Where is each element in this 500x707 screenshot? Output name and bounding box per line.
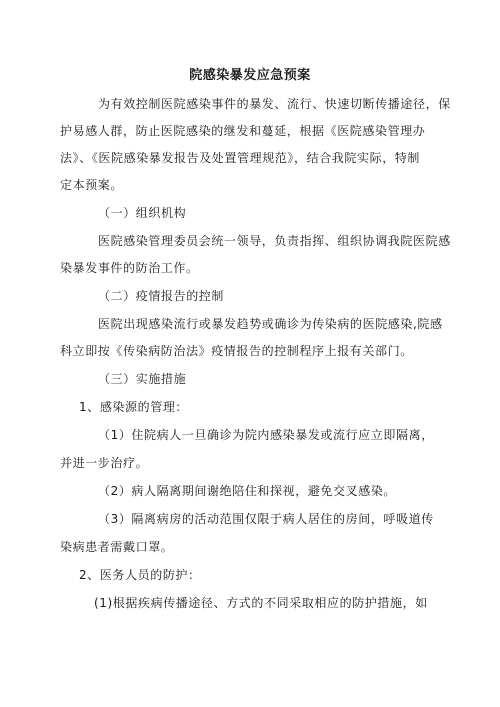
section-heading: （一）组织机构 xyxy=(98,206,187,220)
paragraph-line: 护易感人群，防止医院感染的继发和蔓延，根据《医院感染管理办 xyxy=(60,124,426,138)
paragraph-line: （1）住院病人一旦确诊为院内感染暴发或流行应立即隔离， xyxy=(98,428,434,442)
section-heading: （二）疫情报告的控制 xyxy=(98,289,225,303)
subsection-heading: 1、感染源的管理： xyxy=(79,400,189,414)
paragraph-line: (1)根据疾病传播途径、方式的不同采取相应的防护措施，如 xyxy=(94,596,428,610)
paragraph-line: 科立即按《传染病防治法》疫情报告的控制程序上报有关部门。 xyxy=(60,344,413,358)
paragraph-line: （3）隔离病房的活动范围仅限于病人居住的房间，呼吸道传 xyxy=(98,512,434,526)
paragraph-line: 并进一步治疗。 xyxy=(60,456,149,470)
section-heading: （三）实施措施 xyxy=(98,372,187,386)
paragraph-line: 定本预案。 xyxy=(60,178,124,192)
subsection-heading: 2、医务人员的防护： xyxy=(79,568,201,582)
paragraph-line: 为有效控制医院感染事件的暴发、流行、快速切断传播途径，保 xyxy=(98,97,451,111)
paragraph-line: 法》、《医院感染暴发报告及处置管理规范》，结合我院实际，特制 xyxy=(60,151,421,165)
paragraph-line: 医院感染管理委员会统一领导，负责指挥、组织协调我院医院感 xyxy=(98,234,451,248)
paragraph-line: 染病患者需戴口罩。 xyxy=(60,540,174,554)
paragraph-line: 医院出现感染流行或暴发趋势或确诊为传染病的医院感染,院感 xyxy=(98,317,443,331)
paragraph-line: （2）病人隔离期间谢绝陪住和探视，避免交叉感染。 xyxy=(98,484,397,498)
document-title: 院感染暴发应急预案 xyxy=(189,68,311,83)
paragraph-line: 染暴发事件的防治工作。 xyxy=(60,261,199,275)
